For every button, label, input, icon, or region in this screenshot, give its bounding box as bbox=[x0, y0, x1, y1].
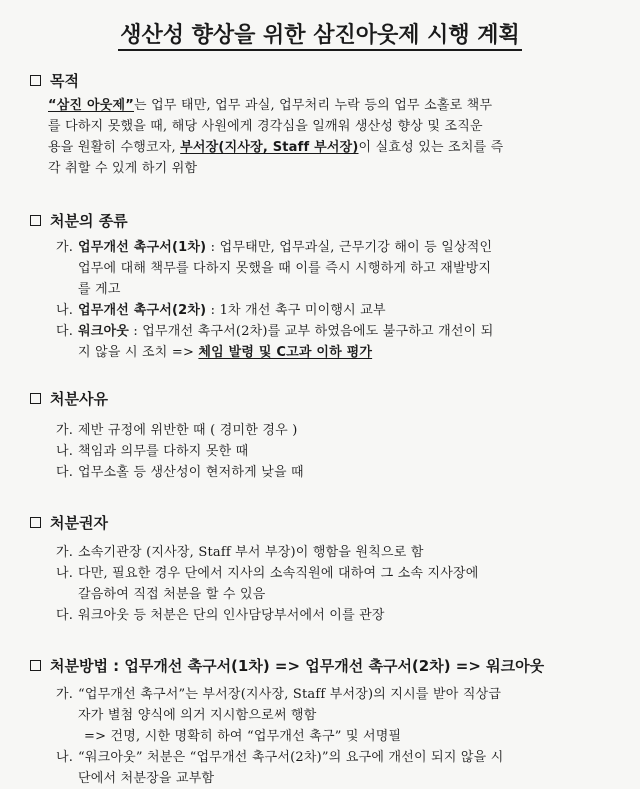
types-item-na: 나. 업무개선 촉구서(2차) : 1차 개선 촉구 미이행시 교부 bbox=[56, 303, 386, 318]
reasons-item-na: 나. 책임과 의무를 다하지 못한 때 bbox=[56, 444, 249, 459]
checkbox-bullet-icon bbox=[30, 393, 41, 404]
section-heading-method: 처분방법 : 업무개선 촉구서(1차) => 업무개선 촉구서(2차) => 워크아웃 bbox=[30, 655, 544, 676]
method-item-na: 나. “워크아웃” 처분은 “업무개선 촉구서(2차)”의 요구에 개선이 되지 않을 시 단에서 처분장을 교부함 bbox=[56, 750, 504, 786]
reasons-item-ga: 가. 제반 규정에 위반한 때 ( 경미한 경우 ) bbox=[56, 423, 298, 438]
section-heading-types: 처분의 종류 bbox=[30, 210, 128, 231]
workout-consequence: 체임 발령 및 C고과 이하 평가 bbox=[198, 345, 373, 360]
section-heading-reasons: 처분사유 bbox=[30, 388, 108, 409]
authority-item-na: 나. 다만, 필요한 경우 단에서 지사의 소속직원에 대하여 그 소속 지사장에 갈음하여 직접 처분을 할 수 있음 bbox=[56, 566, 479, 602]
purpose-term: “삼진 아웃제” bbox=[48, 98, 135, 113]
section-heading-authority: 처분권자 bbox=[30, 512, 108, 533]
authority-item-ga: 가. 소속기관장 (지사장, Staff 부서 부장)이 행함을 원칙으로 함 bbox=[56, 545, 424, 560]
section-heading-purpose: 목적 bbox=[30, 70, 79, 91]
types-item-ga: 가. 업무개선 촉구서(1차) : 업무태만, 업무과실, 근무기강 해이 등 일상적인 업무에 대해 책무를 다하지 못했을 때 이를 즉시 시행하게 하고 재발방지 를 게고 bbox=[56, 240, 493, 297]
method-item-ga: 가. “업무개선 촉구서”는 부서장(지사장, Staff 부서장)의 지시를 받아 직상급 자가 별첨 양식에 의거 지시함으로써 행함 => 건명, 시한 명확히 하여 “업무개선 촉구” 및 서명필 bbox=[56, 687, 502, 744]
purpose-authority: 부서장(지사장, Staff 부서장) bbox=[180, 140, 359, 155]
checkbox-bullet-icon bbox=[30, 75, 41, 86]
checkbox-bullet-icon bbox=[30, 660, 41, 671]
reasons-item-da: 다. 업무소홀 등 생산성이 현저하게 낮을 때 bbox=[56, 465, 304, 480]
purpose-paragraph: “삼진 아웃제”는 업무 태만, 업무 과실, 업무처리 누락 등의 업무 소홀로 책무 를 다하지 못했을 때, 해당 사원에게 경각심을 일깨워 생산성 향상 및 조직운 용을 원활히 수행코자, 부서장(지사장, Staff 부서장)이 실효성 있는 조치를 즉 각 취할 수 있게 하기 위함 bbox=[48, 98, 504, 176]
checkbox-bullet-icon bbox=[30, 517, 41, 528]
authority-item-da: 다. 워크아웃 등 처분은 단의 인사담당부서에서 이를 관장 bbox=[56, 608, 385, 623]
types-item-da: 다. 워크아웃 : 업무개선 촉구서(2차)를 교부 하였음에도 불구하고 개선이 되 지 않을 시 조치 => 체임 발령 및 C고과 이하 평가 bbox=[56, 324, 494, 360]
checkbox-bullet-icon bbox=[30, 215, 41, 226]
document-title: 생산성 향상을 위한 삼진아웃제 시행 계획 bbox=[0, 18, 640, 49]
